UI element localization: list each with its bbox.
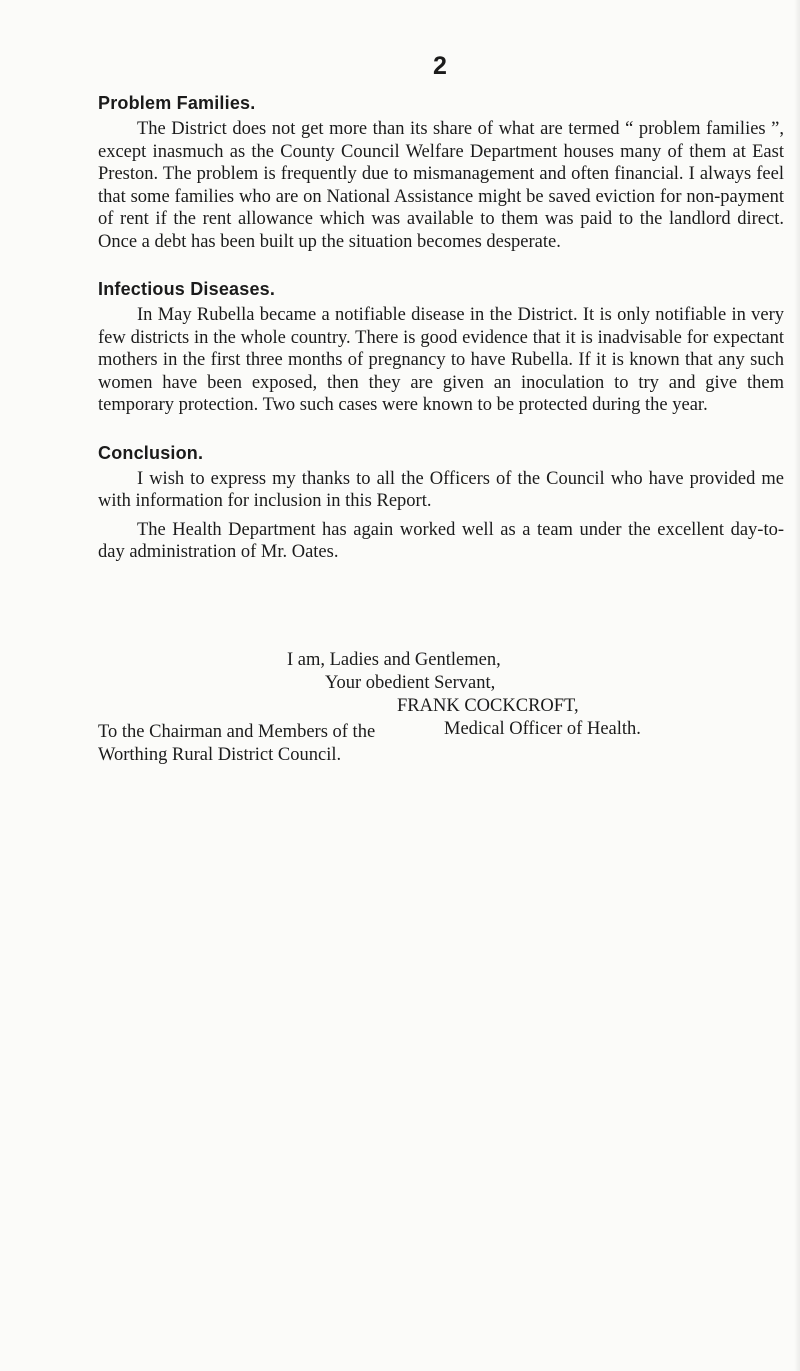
addressee-line: To the Chairman and Members of the (98, 722, 376, 742)
section-heading: Conclusion. (98, 442, 204, 463)
section-heading: Problem Families. (98, 93, 256, 113)
signoff-salutation: I am, Ladies and Gentlemen, (287, 650, 501, 670)
section-conclusion (98, 443, 784, 564)
paragraph: In May Rubella became a notifiable disease in the District. It is only notifiable in very few districts in the whole country. There is good evidence that it is inadvisable for expectant mothers in the first three months of pregnancy to have Rubella. If it is known that any such women have been exposed, then they are given an inoculation to try and give them temporary protection. Two such cases were known to be protected during the year. (98, 305, 784, 415)
addressee-block (98, 721, 375, 767)
section-infectious-diseases (98, 279, 784, 417)
report-body (98, 93, 784, 590)
addressee-line: Worthing Rural District Council. (98, 745, 342, 765)
page-edge-shadow (794, 0, 800, 1371)
paragraph: The District does not get more than its share of what are termed “ problem families ”, except inasmuch as the County Council Welfare Department houses many of them at East Preston. The problem is frequently due to mismanagement and often financial. I always feel that some families who are on National Assistance might be saved eviction for non-payment of rent if the rent allowance which was available to them was paid to the landlord direct. Once a debt has been built up the situation becomes desperate. (98, 119, 784, 252)
paragraph: I wish to express my thanks to all the Officers of the Council who have provided me with information for inclusion in this Report. (98, 468, 784, 511)
paragraph: The Health Department has again worked well as a team under the excellent day-to-day administration of Mr. Oates. (98, 519, 784, 562)
section-heading: Infectious Diseases. (98, 279, 276, 299)
signoff-name: FRANK COCKCROFT, (397, 696, 579, 716)
page-number: 2 (433, 52, 447, 80)
signoff-closing: Your obedient Servant, (325, 673, 496, 693)
section-problem-families (98, 93, 784, 253)
signoff-title: Medical Officer of Health. (444, 719, 641, 739)
